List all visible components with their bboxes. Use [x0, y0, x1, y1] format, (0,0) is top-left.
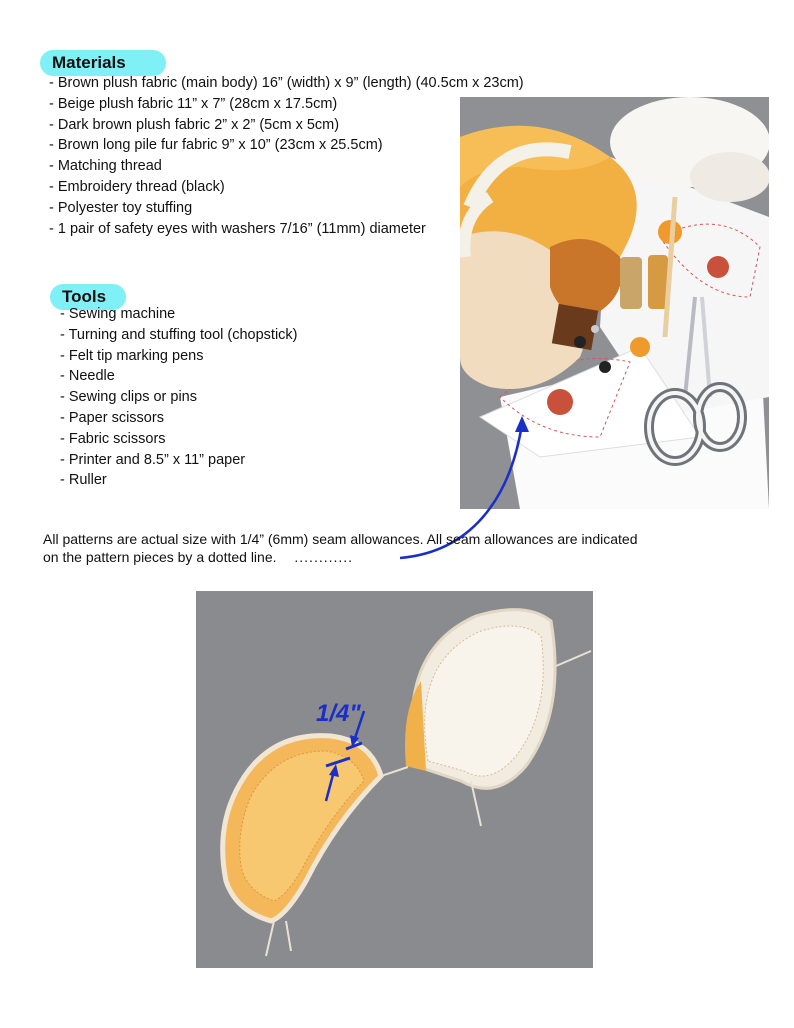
fabric-pieces-photo	[196, 591, 593, 968]
list-item: - Printer and 8.5” x 11” paper	[60, 451, 246, 468]
list-item: - Embroidery thread (black)	[49, 178, 225, 195]
list-item: - 1 pair of safety eyes with washers 7/16” (11mm) diameter	[49, 220, 426, 237]
list-item: - Matching thread	[49, 158, 162, 175]
list-item: - Turning and stuffing tool (chopstick)	[60, 326, 298, 343]
list-item: - Polyester toy stuffing	[49, 199, 193, 216]
note-line-2: on the pattern pieces by a dotted line.	[43, 549, 277, 565]
list-item: - Brown plush fabric (main body) 16” (width) x 9” (length) (40.5cm x 23cm)	[49, 75, 524, 91]
list-item: - Paper scissors	[60, 409, 164, 426]
list-item: - Needle	[60, 368, 115, 385]
list-item: - Fabric scissors	[60, 430, 166, 447]
list-item: - Brown long pile fur fabric 9” x 10” (23cm x 25.5cm)	[49, 137, 383, 154]
tools-heading: Tools	[50, 284, 126, 310]
list-item: - Sewing machine	[60, 306, 176, 322]
materials-heading: Materials	[40, 50, 166, 76]
tools-list	[60, 304, 298, 491]
list-item: - Felt tip marking pens	[60, 347, 204, 364]
list-item: - Beige plush fabric 11” x 7” (28cm x 17.5cm)	[49, 95, 338, 112]
dotted-line-sample: ............	[294, 549, 354, 565]
list-item: - Sewing clips or pins	[60, 389, 197, 406]
seam-allowance-note	[43, 530, 743, 566]
materials-photo	[460, 97, 769, 509]
note-line-1: All patterns are actual size with 1/4” (6mm) seam allowances. All seam allowances are indicated	[43, 531, 638, 547]
list-item: - Ruller	[60, 472, 107, 489]
list-item: - Dark brown plush fabric 2” x 2” (5cm x 5cm)	[49, 116, 340, 133]
materials-list	[49, 73, 524, 239]
seam-annotation: 1/4"	[316, 700, 361, 727]
